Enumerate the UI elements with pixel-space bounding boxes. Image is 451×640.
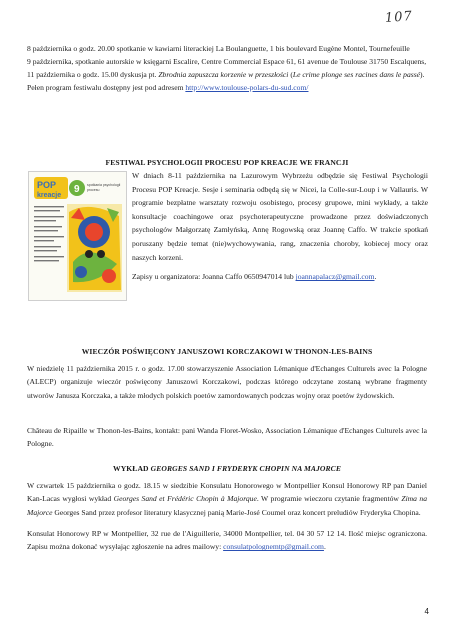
sand-contact: Konsulat Honorowy RP w Montpellier, 32 rue de l'Aiguillerie, 34000 Montpellier, tel. 04 30 57 12 14. Ilość miejsc ograniczona. Zapisu można dokonać wysyłając zgłoszenie na adres mailowy: consulatpolognemtp@gmail.com. [27,529,427,552]
sand-body: W czwartek 15 października o godz. 18.15 w siedzibie Konsulatu Honorowego w Montpellier Konsul Honorowy RP pan Daniel Kan-Lacas wygłosi wykład Georges Sand et Frédéric Chopin à Majorque. W programie wieczoru czytanie fragmentów Zima na Majorce Georges Sand przez profesor literatury klasycznej panią Marie-José Coumel oraz koncert preludiów Fryderyka Chopina. [27,481,427,517]
page-number: 4 [424,607,429,616]
korczak-heading: WIECZÓR POŚWIĘCONY JANUSZOWI KORCZAKOWI W THONON-LES-BAINS [81,347,373,356]
event-line-3: 11 października o godz. 15.00 dyskusja pt. Zbrodnia zapuszcza korzenie w przeszłości (Le crime plonge ses racines dans le passé). [27,70,425,79]
festival-poster-image [28,171,127,301]
event-line-2: 9 października, spotkanie autorskie w księgarni Escalire, Centre Commercial Espace 61, 61 avenue de Toulouse 31750 Escalquens, [27,57,427,66]
festival-program-link[interactable]: http://www.toulouse-polars-du-sud.com/ [185,83,309,92]
intro-paragraph [27,42,427,94]
festival-body: W dniach 8-11 października na Lazurowym Wybrzeżu odbędzie się Festiwal Psychologii Procesu POP Kreacje. Sesje i seminaria odbędą się w Nicei, la Colle-sur-Loup i w Vallauris. W programie bezpłatne warsztaty rozwoju osobistego, procesy grupowe, mini wykłady, a także konsultacje coachingowe oraz psychoterapeutyczne prowadzone przez doświadczonych psychologów Małgorzatę Zamłyńską, Annę Rogowską oraz Joannę Caffo. W trakcie spotkań poruszany będzie temat (nie)wychowywania, rang, znaczenia choroby, kobiecej mocy oraz naszych korzeni. Zapisy u organizatora: Joanna Caffo 0650947014 lub joannapalacz@gmail.com. [132,169,428,284]
consulate-email-link[interactable]: consulatpolognemtp@gmail.com [223,542,324,552]
program-line: Pełen program festiwalu dostępny jest pod adresem http://www.toulouse-polars-du-sud.com/ [27,83,309,92]
handwritten-page-number: 107 [384,9,414,26]
festival-contact: Zapisy u organizatora: Joanna Caffo 0650947014 lub joannapalacz@gmail.com. [132,272,377,282]
svg-text:POP: POP [37,180,57,190]
sand-heading: WYKŁAD GEORGES SAND I FRYDERYK CHOPIN NA MAJORCE [113,464,341,473]
poster-graphic [29,172,126,300]
korczak-body: W niedzielę 11 października 2015 r. o godz. 17.00 stowarzyszenie Association Lémanique d'Echanges Culturels avec la Pologne (ALECP) organizuje wieczór poświęcony Januszowi Korczakowi, podczas którego odczytane zostaną wybrane fragmenty utworów Janusza Korczaka, a także młodych polskich poetów zamordowanych podczas wojny oraz poetów żydowskich. [27,364,427,400]
festival-email-link[interactable]: joannapalacz@gmail.com [295,272,375,282]
event-line-1: 8 października o godz. 20.00 spotkanie w kawiarni literackiej La Boulanguette, 1 bis boulevard Eugène Montel, Tournefeuille [27,44,410,53]
poster-number: 9 [74,184,80,195]
svg-text:procesu: procesu [87,188,100,192]
korczak-contact: Château de Ripaille w Thonon-les-Bains, kontakt: pani Wanda Floret-Wosko, Association Lémanique d'Echanges Culturels avec la Pologne. [27,426,427,449]
svg-text:spotkania psychologii: spotkania psychologii [87,183,121,187]
svg-text:kreacje: kreacje [37,192,62,199]
festival-heading: FESTIWAL PSYCHOLOGII PROCESU POP KREACJE WE FRANCJI [105,158,349,167]
